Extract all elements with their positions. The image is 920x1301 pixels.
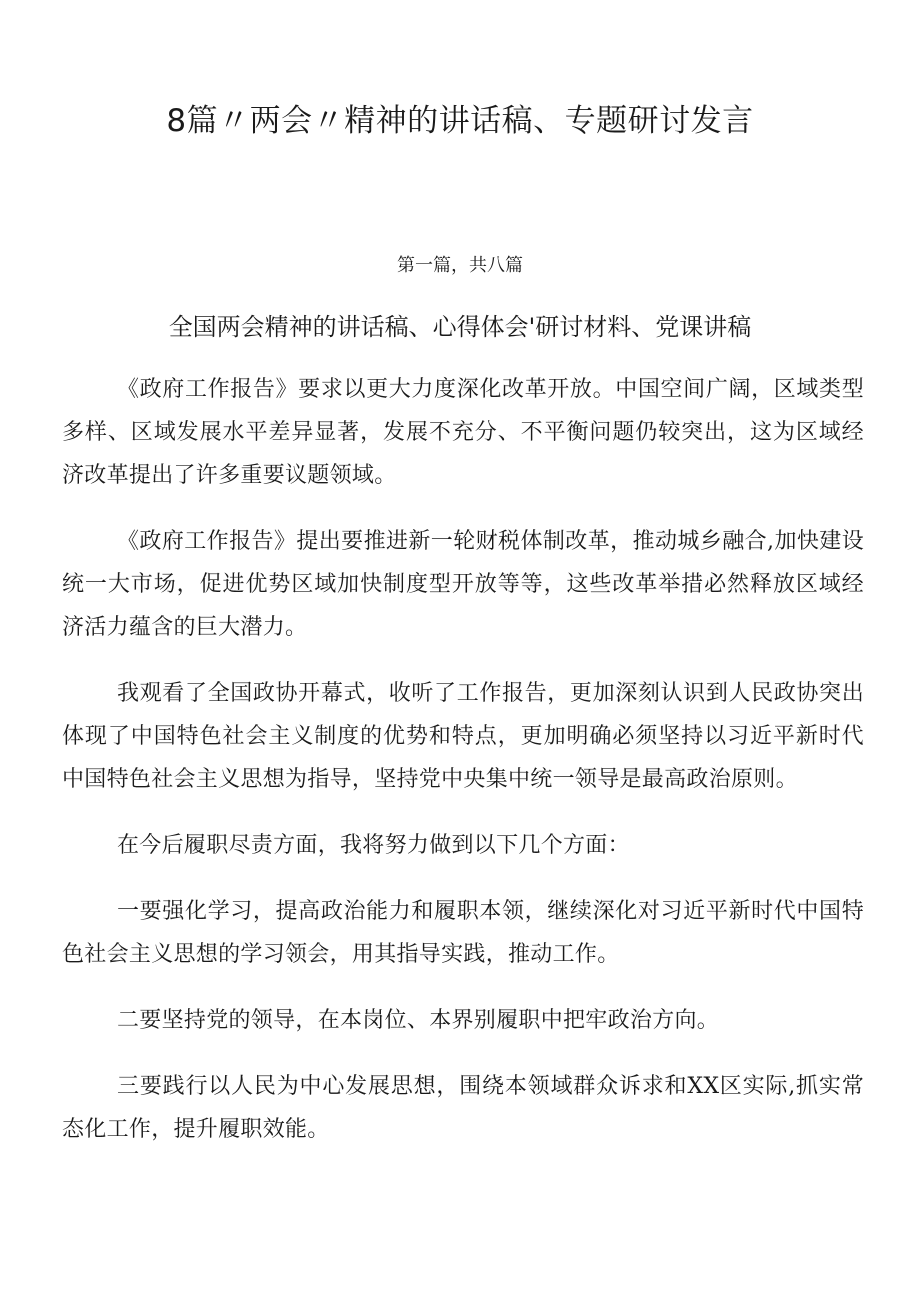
paragraph: 《政府工作报告》提出要推进新一轮财税体制改革，推动城乡融合,加快建设统一大市场，促进优势区域加快制度型开放等等，这些改革举措必然释放区域经济活力蕴含的巨大潜力。 bbox=[62, 529, 864, 640]
document-title: 8篇〃两会〃精神的讲话稿、专题研讨发言 bbox=[166, 103, 754, 139]
paragraph: 在今后履职尽责方面，我将努力做到以下几个方面： bbox=[117, 833, 630, 858]
paragraph: 《政府工作报告》要求以更大力度深化改革开放。中国空间广阔，区域类型多样、区域发展水平差异显著，发展不充分、不平衡问题仍较突出，这为区域经济改革提出了许多重要议题领域。 bbox=[62, 377, 864, 488]
document-body bbox=[62, 368, 864, 1174]
paragraph: 我观看了全国政协开幕式，收听了工作报告，更加深刻认识到人民政协突出体现了中国特色社会主义制度的优势和特点，更加明确必须坚持以习近平新时代中国特色社会主义思想为指导，坚持党中央集中统一领导是最高政治原则。 bbox=[62, 681, 864, 792]
section-label: 第一篇，共八篇 bbox=[397, 255, 523, 276]
section-heading: 全国两会精神的讲话稿、心得体会'研讨材料、党课讲稿 bbox=[168, 313, 752, 341]
paragraph: 三要践行以人民为中心发展思想，围绕本领域群众诉求和XX区实际,抓实常态化工作，提升履职效能。 bbox=[62, 1074, 864, 1142]
paragraph: 一要强化学习，提高政治能力和履职本领，继续深化对习近平新时代中国特色社会主义思想的学习领会，用其指导实践，推动工作。 bbox=[62, 899, 864, 967]
paragraph: 二要坚持党的领导，在本岗位、本界别履职中把牢政治方向。 bbox=[117, 1008, 720, 1033]
